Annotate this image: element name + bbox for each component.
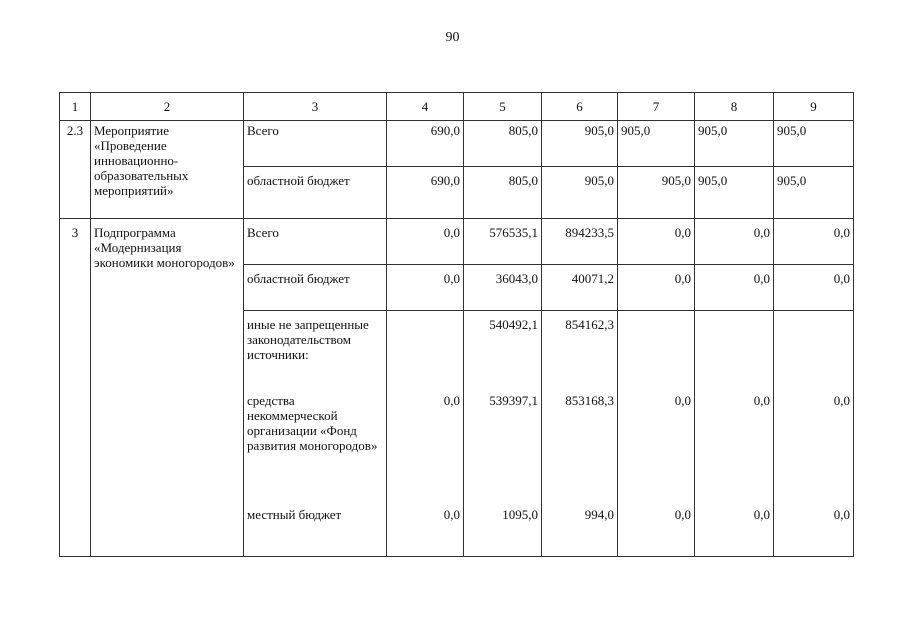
table-row xyxy=(60,121,854,167)
value-cell: 690,0 xyxy=(387,167,464,219)
value-cell: 0,0 xyxy=(774,265,854,311)
value-cell: 0,0 xyxy=(695,219,774,265)
activity-name: Мероприятие «Проведение инновационно-образовательных мероприятий» xyxy=(91,121,244,219)
value-cell: 36043,0 xyxy=(464,265,542,311)
header-cell: 7 xyxy=(618,93,695,121)
value-cell: 905,0 xyxy=(774,167,854,219)
header-cell: 2 xyxy=(91,93,244,121)
header-cell: 3 xyxy=(244,93,387,121)
value-cell: 0,0 xyxy=(618,265,695,311)
value-cell: 0,0 xyxy=(695,265,774,311)
value-cell: 0,0 xyxy=(618,391,695,505)
value-cell: 0,0 xyxy=(387,265,464,311)
subprogram-name: Подпрограмма «Модернизация экономики моногородов» xyxy=(91,219,244,557)
funding-source: средства некоммерческой организации «Фонд развития моногородов» xyxy=(244,391,387,505)
value-cell: 0,0 xyxy=(387,391,464,505)
value-cell: 0,0 xyxy=(618,505,695,557)
funding-source: областной бюджет xyxy=(244,167,387,219)
budget-table xyxy=(59,92,854,557)
header-cell: 5 xyxy=(464,93,542,121)
funding-source: областной бюджет xyxy=(244,265,387,311)
value-cell: 540492,1 xyxy=(464,311,542,391)
value-cell: 905,0 xyxy=(618,121,695,167)
value-cell xyxy=(695,311,774,391)
value-cell: 0,0 xyxy=(695,391,774,505)
value-cell: 905,0 xyxy=(542,167,618,219)
value-cell: 994,0 xyxy=(542,505,618,557)
value-cell: 1095,0 xyxy=(464,505,542,557)
value-cell: 539397,1 xyxy=(464,391,542,505)
value-cell xyxy=(387,311,464,391)
funding-source: Всего xyxy=(244,219,387,265)
header-cell: 8 xyxy=(695,93,774,121)
header-row xyxy=(60,93,854,121)
value-cell: 576535,1 xyxy=(464,219,542,265)
value-cell: 0,0 xyxy=(774,219,854,265)
value-cell xyxy=(774,311,854,391)
header-cell: 6 xyxy=(542,93,618,121)
header-cell: 1 xyxy=(60,93,91,121)
header-cell: 9 xyxy=(774,93,854,121)
value-cell: 805,0 xyxy=(464,167,542,219)
value-cell: 905,0 xyxy=(774,121,854,167)
value-cell: 0,0 xyxy=(618,219,695,265)
row-number: 3 xyxy=(60,219,91,557)
value-cell: 853168,3 xyxy=(542,391,618,505)
funding-source: местный бюджет xyxy=(244,505,387,557)
value-cell: 805,0 xyxy=(464,121,542,167)
header-cell: 4 xyxy=(387,93,464,121)
value-cell: 40071,2 xyxy=(542,265,618,311)
funding-source: иные не запрещенные законодательством источники: xyxy=(244,311,387,391)
row-number: 2.3 xyxy=(60,121,91,219)
value-cell: 894233,5 xyxy=(542,219,618,265)
value-cell: 905,0 xyxy=(695,167,774,219)
table-row xyxy=(60,219,854,265)
value-cell: 690,0 xyxy=(387,121,464,167)
value-cell: 905,0 xyxy=(695,121,774,167)
value-cell: 0,0 xyxy=(774,505,854,557)
value-cell: 0,0 xyxy=(774,391,854,505)
value-cell: 854162,3 xyxy=(542,311,618,391)
value-cell: 0,0 xyxy=(387,219,464,265)
value-cell xyxy=(618,311,695,391)
value-cell: 905,0 xyxy=(618,167,695,219)
page-number: 90 xyxy=(445,30,460,45)
value-cell: 0,0 xyxy=(695,505,774,557)
value-cell: 905,0 xyxy=(542,121,618,167)
funding-source: Всего xyxy=(244,121,387,167)
value-cell: 0,0 xyxy=(387,505,464,557)
